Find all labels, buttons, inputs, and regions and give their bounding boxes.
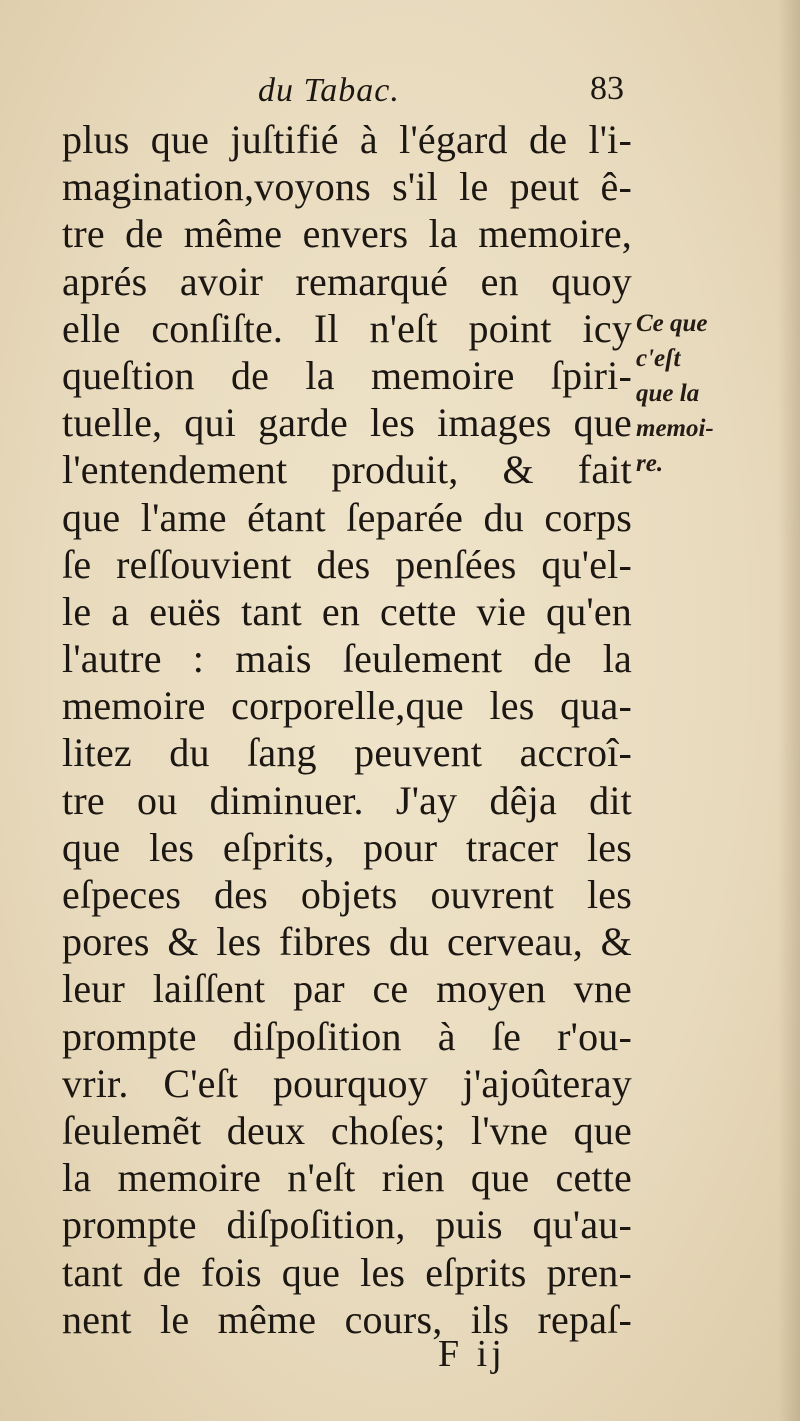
text-line: tuelle, qui garde les images que <box>62 400 632 446</box>
text-line: prompte diſpoſition à ſe r'ou- <box>62 1013 632 1059</box>
text-line: le a euës tant en cette vie qu'en <box>62 588 632 634</box>
text-line: tant de fois que les eſprits pren- <box>62 1249 632 1295</box>
text-line: vrir. C'eſt pourquoy j'ajoûteray <box>62 1060 632 1106</box>
text-line: aprés avoir remarqué en quoy <box>62 258 632 304</box>
text-line: que l'ame étant ſeparée du corps <box>62 494 632 540</box>
text-line: prompte diſpoſition, puis qu'au- <box>62 1202 632 1248</box>
text-line: nent le même cours, ils repaſ- <box>62 1296 632 1342</box>
signature-mark: F ij <box>438 1333 506 1375</box>
text-line: ſeulemẽt deux choſes; l'vne que <box>62 1107 632 1153</box>
text-line: elle conſiſte. Il n'eſt point icy <box>62 305 632 351</box>
text-line: ſe reſſouvient des penſées qu'el- <box>62 541 632 587</box>
page-number: 83 <box>590 70 624 107</box>
body-text <box>62 116 632 1343</box>
text-line: queſtion de la memoire ſpiri- <box>62 352 632 398</box>
text-line: eſpeces des objets ouvrent les <box>62 872 632 917</box>
marginal-note-line: memoi- <box>636 415 714 442</box>
text-line: l'autre : mais ſeulement de la <box>62 636 632 682</box>
text-line: la memoire n'eſt rien que cette <box>62 1155 632 1201</box>
marginal-note-line: c'eſt <box>636 345 681 372</box>
page-header <box>62 68 632 118</box>
text-line: magination,voyons s'il le peut ê- <box>62 164 632 210</box>
text-line: litez du ſang peuvent accroî- <box>62 730 632 776</box>
marginal-note <box>636 306 746 481</box>
text-line: leur laiſſent par ce moyen vne <box>62 966 632 1012</box>
marginal-note-line: Ce que <box>636 310 708 337</box>
marginal-note-line: que la <box>636 380 700 407</box>
text-line: plus que juſtifié à l'égard de l'i- <box>62 117 632 162</box>
marginal-note-line: re. <box>636 450 664 477</box>
text-line: l'entendement produit, & fait <box>62 447 632 493</box>
page-edge-shadow <box>778 0 800 1421</box>
running-title: du Tabac. <box>258 72 400 109</box>
text-line: tre de même envers la memoire, <box>62 211 632 257</box>
text-line: memoire corporelle,que les qua- <box>62 683 632 729</box>
text-line: pores & les fibres du cerveau, & <box>62 919 632 965</box>
text-line: que les eſprits, pour tracer les <box>62 824 632 870</box>
text-line: tre ou diminuer. J'ay dêja dit <box>62 777 632 823</box>
